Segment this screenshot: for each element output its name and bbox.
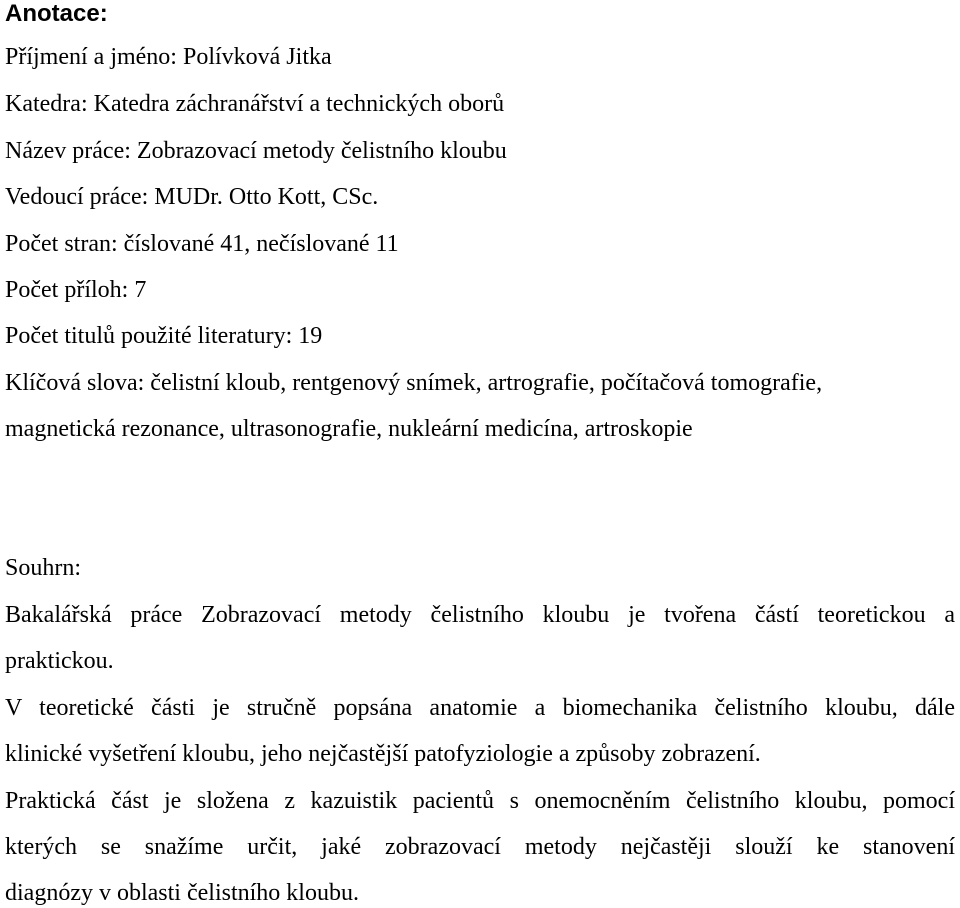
summary-paragraph-2-line-2: klinické vyšetření kloubu, jeho nejčastější patofyziologie a způsoby zobrazení. — [5, 741, 761, 767]
summary-paragraph-1-line-2: praktickou. — [5, 648, 114, 674]
supervisor-line: Vedoucí práce: MUDr. Otto Kott, CSc. — [5, 184, 379, 210]
summary-paragraph-3-line-3: diagnózy v oblasti čelistního kloubu. — [5, 880, 359, 906]
summary-paragraph-3-line-2: kterých se snažíme určit, jaké zobrazovací metody nejčastěji slouží ke stanovení — [5, 834, 955, 860]
keywords-line-1: Klíčová slova: čelistní kloub, rentgenový snímek, artrografie, počítačová tomografie, — [5, 370, 823, 396]
summary-paragraph-3-line-1: Praktická část je složena z kazuistik pacientů s onemocněním čelistního kloubu, pomocí — [5, 788, 955, 814]
literature-count-line: Počet titulů použité literatury: 19 — [5, 323, 323, 349]
surname-name-line: Příjmení a jméno: Polívková Jitka — [5, 44, 332, 70]
summary-heading: Souhrn: — [5, 555, 82, 581]
summary-paragraph-1-line-1: Bakalářská práce Zobrazovací metody čelistního kloubu je tvořena částí teoretickou a — [5, 602, 955, 628]
keywords-line-2: magnetická rezonance, ultrasonografie, nukleární medicína, artroskopie — [5, 416, 693, 442]
thesis-title-line: Název práce: Zobrazovací metody čelistního kloubu — [5, 138, 507, 164]
annotation-heading: Anotace: — [5, 0, 108, 27]
page-count-line: Počet stran: číslované 41, nečíslované 11 — [5, 231, 399, 257]
summary-paragraph-2-line-1: V teoretické části je stručně popsána anatomie a biomechanika čelistního kloubu, dále — [5, 695, 955, 721]
department-line: Katedra: Katedra záchranářství a technických oborů — [5, 91, 505, 117]
appendix-count-line: Počet příloh: 7 — [5, 277, 147, 303]
